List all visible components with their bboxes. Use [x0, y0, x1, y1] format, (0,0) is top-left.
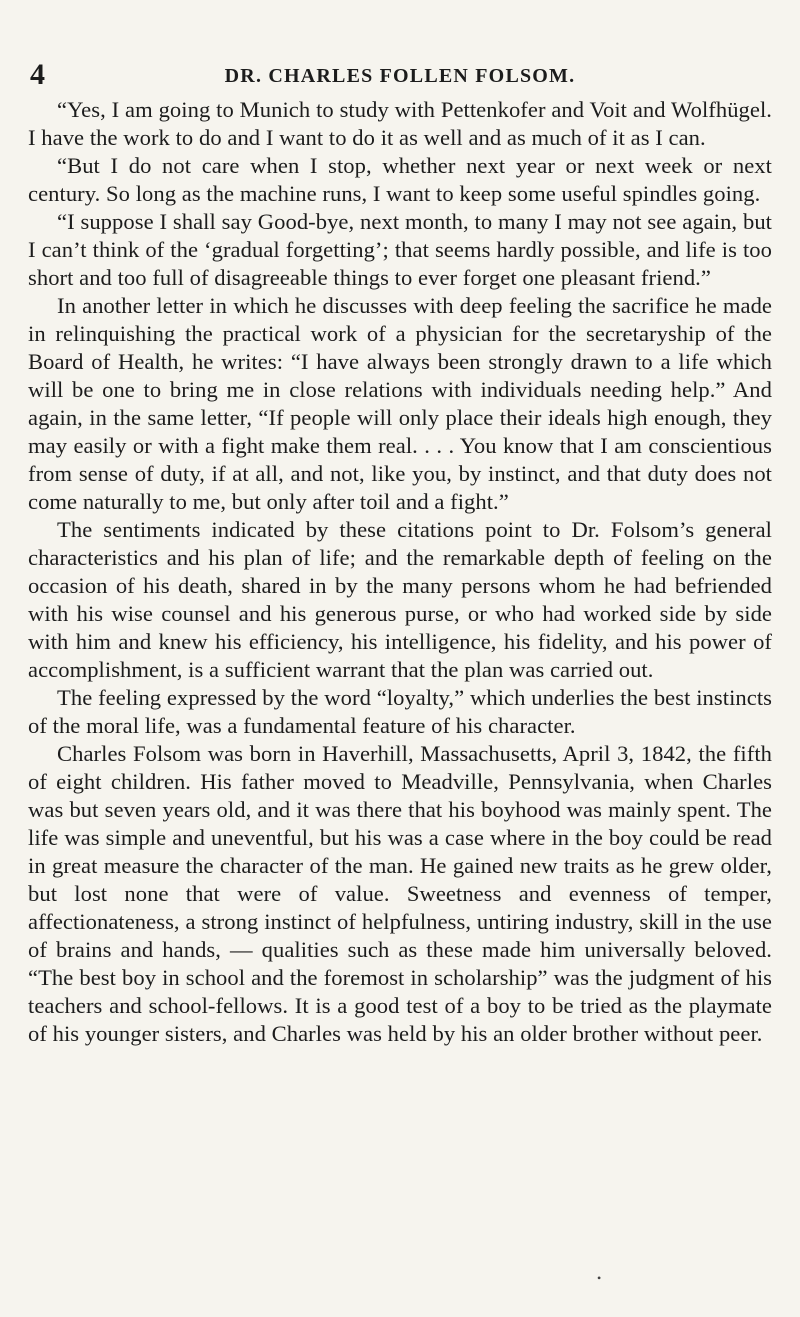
body-text: [28, 96, 772, 1048]
paragraph: The sentiments indicated by these citations point to Dr. Folsom’s general characteristics and his plan of life; and the remarkable depth of feeling on the occasion of his death, shared in by the many persons whom he had befriended with his wise counsel and his generous purse, or who had worked side by side with him and knew his efficiency, his intelligence, his fidelity, and his power of accomplishment, is a sufficient warrant that the plan was carried out.: [28, 517, 772, 682]
page-header: [28, 58, 772, 92]
paragraph: “But I do not care when I stop, whether next year or next week or next century. So long as the machine runs, I want to keep some useful spindles going.: [28, 153, 772, 206]
paragraph: “Yes, I am going to Munich to study with Pettenkofer and Voit and Wolfhügel. I have the work to do and I want to do it as well and as much of it as I can.: [28, 97, 772, 150]
paragraph: Charles Folsom was born in Haverhill, Massachusetts, April 3, 1842, the fifth of eight children. His father moved to Meadville, Pennsylvania, when Charles was but seven years old, and it was there that his boyhood was mainly spent. The life was simple and uneventful, but his was a case where in the boy could be read in great measure the character of the man. He gained new traits as he grew older, but lost none that were of value. Sweetness and evenness of temper, affectionateness, a strong instinct of helpfulness, untiring industry, skill in the use of brains and hands, — qualities such as these made him universally beloved. “The best boy in school and the foremost in scholarship” was the judgment of his teachers and school-fellows. It is a good test of a boy to be tried as the playmate of his younger sisters, and Charles was held by his an older brother without peer.: [28, 741, 772, 1046]
page-number: 4: [30, 58, 45, 91]
paragraph: “I suppose I shall say Good-bye, next month, to many I may not see again, but I can’t think of the ‘gradual forgetting’; that seems hardly possible, and life is too short and too full of disagreeable things to ever forget one pleasant friend.”: [28, 209, 772, 290]
footer-mark: •: [597, 1271, 602, 1285]
paragraph: The feeling expressed by the word “loyalty,” which underlies the best instincts of the moral life, was a fundamental feature of his character.: [28, 685, 772, 738]
running-head: DR. CHARLES FOLLEN FOLSOM.: [224, 65, 576, 87]
paragraph: In another letter in which he discusses with deep feeling the sacrifice he made in relinquishing the practical work of a physician for the secretaryship of the Board of Health, he writes: “I have always been strongly drawn to a life which will be one to bring me in close relations with individuals needing help.” And again, in the same letter, “If people will only place their ideals high enough, they may easily or with a fight make them real. . . . You know that I am conscientious from sense of duty, if at all, and not, like you, by instinct, and that duty does not come naturally to me, but only after toil and a fight.”: [28, 293, 772, 514]
